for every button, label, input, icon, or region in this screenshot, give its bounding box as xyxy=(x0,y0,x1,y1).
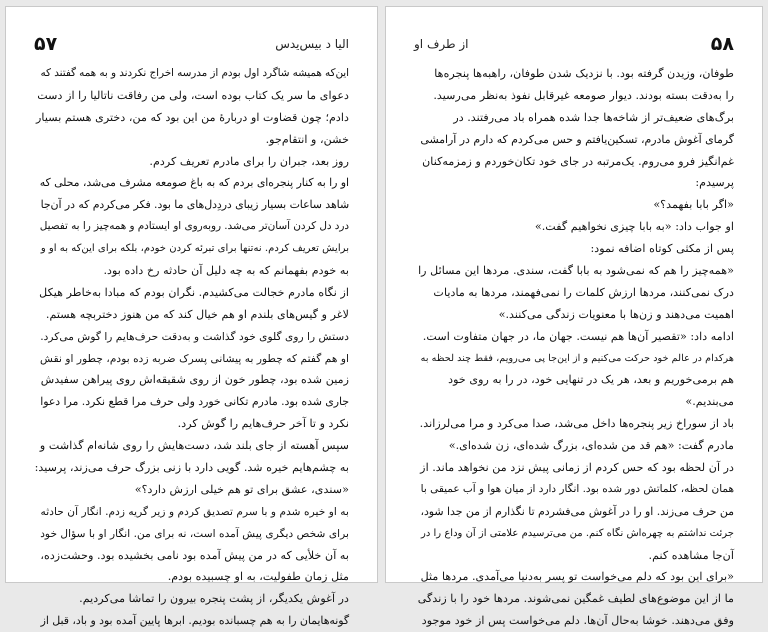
text-line: غم‌انگیز فرو می‌روم. یک‌مرتبه در جای خود تکان‌خوردم و زمزمه‌کنان xyxy=(422,154,734,168)
text-line: برایش تعریف کردم. نه‌تنها برای تبرئه کردن خودم، بلکه برای این‌که به او و xyxy=(40,243,349,255)
text-line: طوفان، وزیدن گرفته بود. با نزدیک شدن طوفان، راهبه‌ها پنجره‌ها xyxy=(434,67,734,80)
text-line: جرئت نداشتم به چهره‌اش نگاه کنم. من می‌ترسیدم علامتی از آن وداع را در xyxy=(421,527,734,539)
text-line: مادرم گفت: «هم قد من شده‌ای، بزرگ شده‌ای، زن شده‌ای.» xyxy=(448,439,734,453)
text-line: اهمیت می‌دهند و زن‌ها با معنویات زندگی می‌کنند.» xyxy=(498,307,734,321)
text-line: دستش را روی گلوی خود گذاشت و به‌دقت حرف‌هایم را گوش می‌کرد. xyxy=(40,329,349,343)
text-line: جاری شده بود. مادرم تکانی خورد ولی حرف مرا قطع نکرد. مرا دعوا xyxy=(40,395,349,409)
text-line: را به‌دقت بسته بودند. دیوار صومعه غیرقابل نفوذ به‌نظر می‌رسید. xyxy=(433,88,734,102)
text-line: همان لحظه، کلماتش دور شده بود. انگار دارد از میان هوا و آب عمیقی با xyxy=(420,482,734,495)
text-line: می‌بندیم.» xyxy=(685,395,734,409)
text-line: پرسیدم: xyxy=(695,176,734,190)
text-line: نکرد و تا آخر حرف‌هایم را گوش کرد. xyxy=(177,417,349,431)
left-page-header xyxy=(34,33,349,59)
text-line: «سندی، عشق برای تو هم خیلی ارزش دارد؟» xyxy=(134,482,349,496)
text-line: «اگر بابا بفهمد؟» xyxy=(653,198,734,212)
text-line: ما از این موضوع‌های لطیف غمگین نمی‌شوند. مردها خود را با زندگی xyxy=(417,592,734,606)
page-number: ۵۷ xyxy=(34,33,58,55)
running-title: الیا د بیس‌یدس xyxy=(275,37,349,51)
page-text xyxy=(34,63,349,632)
text-line: ادامه داد: «تقصیر آن‌ها هم نیست. جهان ما، در جهان متفاوت است. xyxy=(422,329,734,343)
text-line: او جواب داد: «به بابا چیزی نخواهیم گفت.» xyxy=(534,220,734,234)
text-line: پس از مکثی کوتاه اضافه نمود: xyxy=(590,242,734,256)
text-line: از نگاه مادرم خجالت می‌کشیدم. نگران بودم که مبادا به‌خاطر هیکل xyxy=(39,285,349,299)
text-line: درک نمی‌کنند، مردها ارزش کلمات را نمی‌فهمند، مردها به مادیات xyxy=(433,285,734,299)
page-text xyxy=(414,63,734,632)
text-line: در آن لحظه بود که حس کردم از زمانی پیش نزد من نخواهد ماند. از xyxy=(420,461,734,475)
text-line: برگ‌های ضعیف‌تر از شاخه‌ها جدا شده همراه باد می‌رفتند. در xyxy=(453,110,734,124)
text-line: گونه‌هایمان را به هم چسبانده بودیم. ابرها پایین آمده بود و باد، قبل از xyxy=(40,614,349,628)
text-line: او هم گفتم که چطور به پیشانی پسرک ضربه زده بودم، چطور او نقش xyxy=(39,351,349,365)
text-line: باد از سوراخ زیر پنجره‌ها داخل می‌شد، صدا می‌کرد و مرا می‌لرزاند. xyxy=(419,417,734,431)
text-line: هم برمی‌خوریم و بعد، هر یک در تنهایی خود، در را به روی خود xyxy=(448,373,734,387)
text-line: وفق می‌دهند. خوشا به‌حال آن‌ها. دلم می‌خواست پس از خود موجود xyxy=(421,614,734,628)
text-line: به آن خلأیی که در من پیش آمده بود نامی بخشیده بود. وحشت‌زده، xyxy=(40,548,349,562)
right-page-header xyxy=(414,33,734,59)
text-line: لاغر و گیس‌های بلندم او هم خیال کند که من هنوز دختربچه هستم. xyxy=(45,307,349,321)
text-line: دعوای ما سر یک کتاب بوده است، ولی من رفاقت ناتالیا را از دست xyxy=(37,88,349,102)
text-line: هرکدام در عالم خود حرکت می‌کنیم و از این‌جا پی می‌رویم، فقط چند لحظه به xyxy=(420,352,734,364)
running-title: از طرف او xyxy=(414,37,469,51)
text-line: به او خیره شدم و با سرم تصدیق کردم و زیر گریه زدم. انگار آن حادثه xyxy=(40,504,349,518)
text-line: زمین شده بود، چطور خون از روی شقیقه‌اش روی پیراهن سفیدش xyxy=(40,373,349,387)
text-line: خشن، و انتقام‌جو. xyxy=(265,132,349,146)
right-book-page xyxy=(385,6,763,628)
text-line: روز بعد، جبران را برای مادرم تعریف کردم. xyxy=(149,154,349,168)
text-line: گرمای آغوش مادرم، تسکین‌یافتم و حس می‌کردم که دارم در آرامشی xyxy=(420,132,734,146)
text-line: درد دل کردن آسان‌تر می‌شد. روبه‌روی او ایستادم و همه‌چیز را به تفصیل xyxy=(39,220,349,233)
left-book-page xyxy=(5,6,378,628)
text-line: «برای این بود که دلم می‌خواست تو پسر به‌دنیا می‌آمدی. مردها مثل xyxy=(420,570,734,584)
text-line: دادم؛ چون قضاوت او دربارهٔ من این بود که من، دختری هستم بسیار xyxy=(36,110,349,124)
text-line: به خودم بفهمانم که به چه دلیل آن حادثه رخ داده بود. xyxy=(103,264,349,278)
text-line: این‌که همیشه شاگرد اول بودم از مدرسه اخراج نکردند و به همه گفتند که xyxy=(40,67,349,79)
text-line: شاهد ساعات بسیار زیبای دردِدل‌های ما بود. فکر می‌کردم که در آن‌جا xyxy=(40,198,349,212)
text-line: من حرف می‌زند. او را در آغوش می‌فشردم تا نگذارم از من جدا شود، xyxy=(420,504,734,518)
text-line: او را به کنار پنجره‌ای بردم که به باغ صومعه مشرف می‌شد، محلی که xyxy=(39,176,349,190)
text-line: در آغوش یکدیگر، از پشت پنجره بیرون را تماشا می‌کردیم. xyxy=(79,592,349,606)
text-line: آن‌جا مشاهده کنم. xyxy=(648,548,734,562)
text-line: «همه‌چیز را هم که نمی‌شود به بابا گفت، سندی. مردها این مسائل را xyxy=(418,264,734,278)
text-line: سپس آهسته از جای بلند شد، دست‌هایش را روی شانه‌ام گذاشت و xyxy=(39,439,349,453)
text-line: برای شخص دیگری پیش آمده است، نه برای من. انگار او با سؤال خود xyxy=(40,526,349,540)
page-number: ۵۸ xyxy=(710,33,734,55)
text-line: به چشم‌هایم خیره شد. گویی دارد با زنی بزرگ حرف می‌زند، پرسید: xyxy=(34,461,349,475)
text-line: مثل زمان طفولیت، به او چسبیده بودم. xyxy=(167,570,349,584)
